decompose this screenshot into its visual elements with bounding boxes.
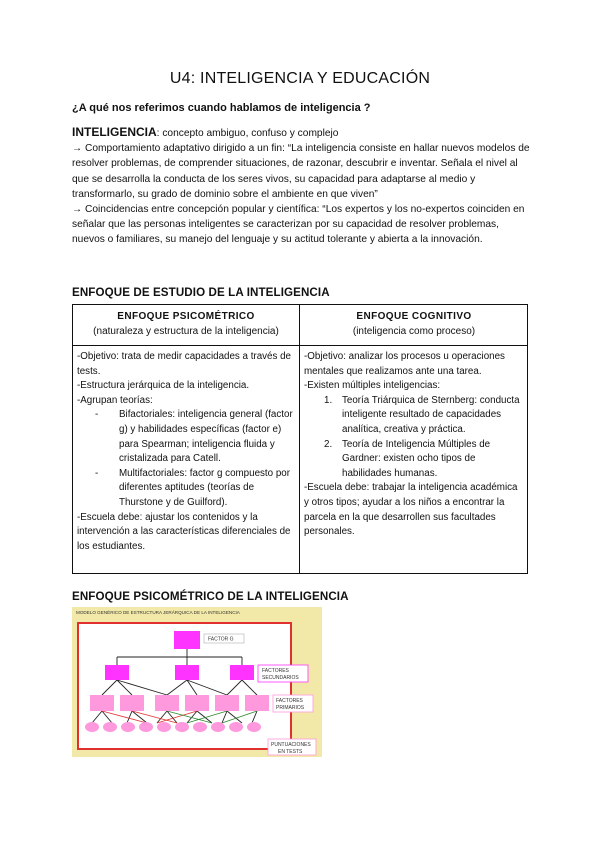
section-heading-psicometrico: ENFOQUE PSICOMÉTRICO DE LA INTELIGENCIA [72,590,349,603]
factor-g-box [174,631,200,649]
psico-estructura: -Estructura jerárquica de la inteligencia. [77,380,250,392]
cog-existen: -Existen múltiples inteligencias: [304,380,441,392]
header-psicometrico-subtitle: (naturaleza y estructura de la inteligencia) [93,326,279,337]
secondary-factor-box [175,665,199,680]
primary-factor-box [155,695,179,711]
label-secondary-2: SECUNDARIOS [262,675,299,681]
cell-cognitivo [304,350,522,540]
hierarchy-diagram [72,607,322,757]
primary-factor-box [215,695,239,711]
intro-paragraph-1: → Comportamiento adaptativo dirigido a un fin: “La inteligencia consiste en hallar nuevos modelos de resolver problemas, de comprender situaciones, de razonar, descubrir e inventar. Señala el nivel al que se desarrolla la conducta de los seres vivos, su capacidad para adaptarse al medio y transformarlo, su grado de dominio sobre el ambiente en que viven” [72,143,530,200]
intro-paragraph-2: → Coincidencias entre concepción popular y científica: “Los expertos y los no-expertos coinciden en señalar que las personas inteligentes se caracterizan por su capacidad de resolver problemas, nuevos o familiares, su manejo del lenguaje y su actitud tolerante y abierta a la innovación. [72,204,525,246]
label-tests-1: PUNTUACIONES [271,742,311,748]
primary-factor-box [245,695,269,711]
label-primary-2: PRIMARIOS [276,705,305,711]
primary-factor-box [120,695,144,711]
comparison-table [72,304,528,574]
header-cognitivo [300,309,528,339]
secondary-factor-box [105,665,129,680]
primary-factor-box [90,695,114,711]
psico-agrupan: -Agrupan teorías: [77,394,153,406]
label-primary-1: FACTORES [276,698,303,704]
label-secondary-1: FACTORES [262,668,289,674]
cog-objetivo: -Objetivo: analizar los procesos u operaciones mentales que realizamos ante una tarea. [304,351,505,377]
secondary-factor-box [230,665,254,680]
cog-sternberg: 1. Teoría Triárquica de Sternberg: conducta inteligente resultado de capacidades analítica, creativa y práctica. [324,394,520,435]
term-definition: : concepto ambiguo, confuso y complejo [156,128,339,139]
cell-psicometrico [77,350,293,554]
header-cognitivo-subtitle: (inteligencia como proceso) [352,326,476,337]
intro-question: ¿A qué nos referimos cuando hablamos de inteligencia ? [72,102,371,114]
label-factor-g: FACTOR G [208,636,234,643]
cog-escuela: -Escuela debe: trabajar la inteligencia académica y otros tipos; ayudar a los niños a encontrar la parcela en la que desarrollen sus facultades personales. [304,482,518,538]
intro-block [72,125,530,248]
page-title: U4: INTELIGENCIA Y EDUCACIÓN [169,70,431,87]
psico-multifactoriales: - Multifactoriales: factor g compuesto por diferentes aptitudes (teorías de Thurstone y de Guilford). [77,467,293,511]
term-inteligencia: INTELIGENCIA [72,125,157,139]
psico-objetivo: -Objetivo: trata de medir capacidades a través de tests. [77,351,292,377]
cog-theories-list [304,394,522,482]
psico-escuela: -Escuela debe: ajustar los contenidos y la intervención a las características diferenciales de los estudiantes. [77,511,291,552]
header-psicometrico [73,309,299,339]
table-divider [299,305,300,573]
cog-gardner: 2. Teoría de Inteligencia Múltiples de Gardner: existen ocho tipos de habilidades humanas. [324,438,491,479]
header-psicometrico-title: ENFOQUE PSICOMÉTRICO [117,311,255,322]
definition-line [72,125,530,141]
header-cognitivo-title: ENFOQUE COGNITIVO [356,311,472,322]
section-heading-enfoque: ENFOQUE DE ESTUDIO DE LA INTELIGENCIA [72,286,330,299]
psico-theories-list [77,408,293,510]
psico-bifactoriales: - Bifactoriales: inteligencia general (factor g) y habilidades específicas (factor e) para Spearman; inteligencia fluida y cristalizada para Catell. [77,408,293,466]
label-tests-2: EN TESTS [278,749,303,755]
diagram-title: MODELO GENÉRICO DE ESTRUCTURA JERÁRQUICA DE LA INTELIGENCIA [76,610,240,615]
primary-factor-box [185,695,209,711]
